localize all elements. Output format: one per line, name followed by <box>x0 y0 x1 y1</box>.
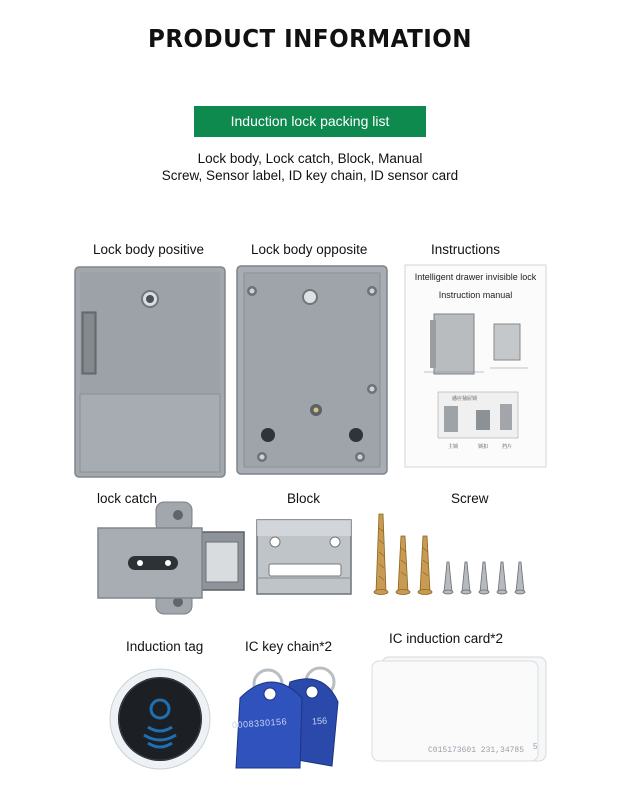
instructions-label: Instructions <box>431 242 501 257</box>
induction-tag-label: Induction tag <box>126 639 204 654</box>
svg-text:挡片: 挡片 <box>502 444 513 450</box>
svg-text:感应抽屉锁: 感应抽屉锁 <box>452 396 478 402</box>
card-corner-mark: 5 <box>533 742 538 751</box>
screw-label: Screw <box>451 491 489 506</box>
lock-body-positive-image <box>74 266 226 478</box>
ic-key-chain-label: IC key chain*2 <box>245 639 333 654</box>
block-label: Block <box>287 491 321 506</box>
keychain-serial: 0008330156 <box>231 716 288 731</box>
lock-catch-label: lock catch <box>97 491 158 506</box>
svg-text:主锁: 主锁 <box>448 444 459 450</box>
manual-title: Intelligent drawer invisible lock <box>414 272 537 282</box>
lock-catch-image <box>96 500 246 618</box>
lock-body-opposite-label: Lock body opposite <box>251 242 368 257</box>
keychain-serial-back: 156 <box>311 715 328 727</box>
svg-text:锁扣: 锁扣 <box>478 444 489 450</box>
packing-list-badge: Induction lock packing list <box>194 106 426 137</box>
page-title: PRODUCT INFORMATION <box>148 24 472 53</box>
lock-body-opposite-image <box>236 265 388 475</box>
ic-induction-card-label: IC induction card*2 <box>389 631 504 646</box>
packing-list-line-2: Screw, Sensor label, ID key chain, ID sensor card <box>161 168 459 183</box>
induction-tag-image <box>108 667 212 771</box>
block-image <box>255 516 355 598</box>
screws-image <box>372 498 532 596</box>
manual-subtitle: Instruction manual <box>438 290 513 300</box>
lock-body-positive-label: Lock body positive <box>93 242 205 257</box>
packing-list-line-1: Lock body, Lock catch, Block, Manual <box>197 151 423 166</box>
card-number: C015173601 231,34785 <box>428 746 525 755</box>
